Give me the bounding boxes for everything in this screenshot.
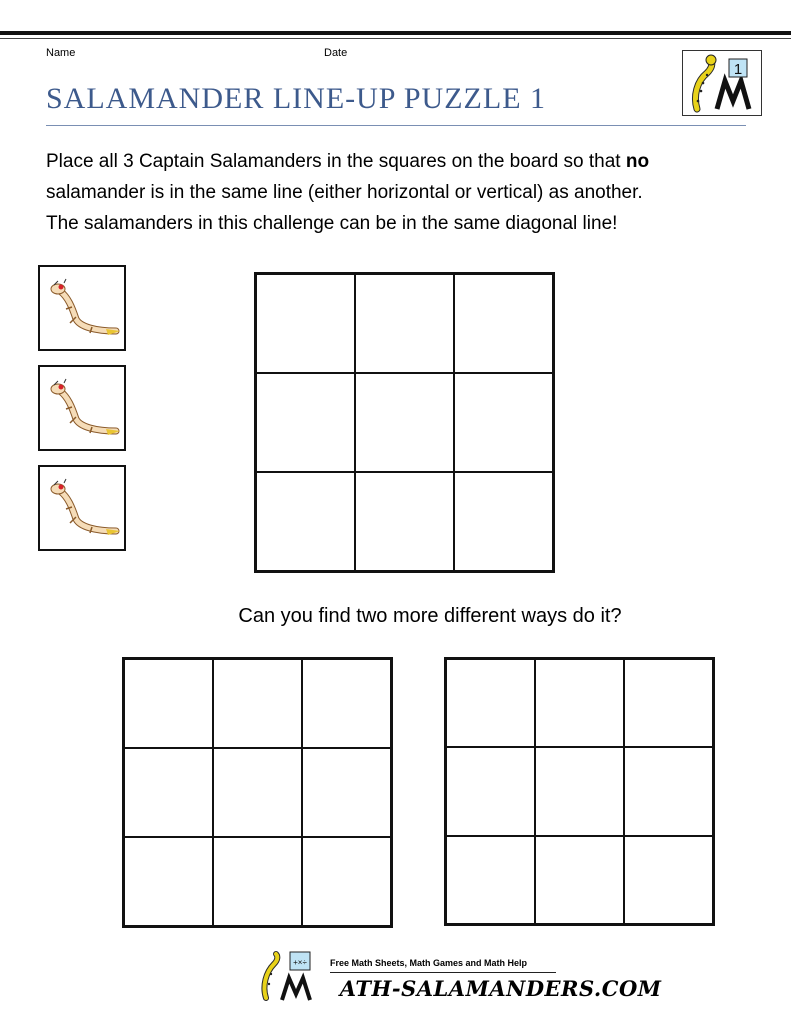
salamander-logo bbox=[682, 50, 762, 116]
board-square[interactable] bbox=[124, 659, 213, 748]
footer-rule bbox=[330, 972, 556, 973]
top-rule-thick bbox=[0, 31, 791, 35]
board-square[interactable] bbox=[624, 836, 713, 924]
salamander-icon bbox=[40, 267, 124, 349]
top-rule-thin bbox=[0, 38, 791, 39]
page-title: SALAMANDER LINE-UP PUZZLE 1 bbox=[46, 82, 547, 115]
footer-salamander-icon bbox=[256, 950, 314, 1002]
board-square[interactable] bbox=[454, 274, 553, 373]
question-text: Can you find two more different ways do it? bbox=[238, 605, 622, 627]
board-square[interactable] bbox=[302, 748, 391, 837]
footer-site-name[interactable] bbox=[316, 976, 661, 1001]
board-square[interactable] bbox=[213, 659, 302, 748]
salamander-piece[interactable] bbox=[38, 365, 126, 451]
salamander-icon bbox=[40, 467, 124, 549]
main-board bbox=[254, 272, 555, 573]
instruction-line-1-text: Place all 3 Captain Salamanders in the squares on the board so that bbox=[46, 151, 626, 172]
board-square[interactable] bbox=[624, 659, 713, 747]
title-underline bbox=[46, 125, 746, 126]
salamander-icon bbox=[40, 367, 124, 449]
instruction-line-2: salamander is in the same line (either horizontal or vertical) as another. bbox=[46, 182, 643, 203]
board-square[interactable] bbox=[256, 274, 355, 373]
board-square[interactable] bbox=[256, 472, 355, 571]
extra-board-1 bbox=[122, 657, 393, 928]
board-square[interactable] bbox=[624, 747, 713, 835]
instruction-emphasis: no bbox=[625, 151, 650, 172]
salamander-piece[interactable] bbox=[38, 265, 126, 351]
footer-site-text: ATH-SALAMANDERS.COM bbox=[339, 976, 662, 1001]
date-label: Date bbox=[324, 47, 348, 59]
instructions bbox=[46, 146, 766, 239]
footer-logo bbox=[256, 950, 314, 1002]
board-square[interactable] bbox=[446, 747, 535, 835]
board-square[interactable] bbox=[454, 472, 553, 571]
footer-logo-text: +×÷ bbox=[293, 958, 307, 967]
board-square[interactable] bbox=[446, 836, 535, 924]
board-square[interactable] bbox=[535, 836, 624, 924]
logo-number: 1 bbox=[733, 61, 743, 78]
board-square[interactable] bbox=[446, 659, 535, 747]
board-square[interactable] bbox=[124, 748, 213, 837]
name-label: Name bbox=[46, 47, 76, 59]
instruction-line-1 bbox=[46, 146, 766, 177]
board-square[interactable] bbox=[256, 373, 355, 472]
salamander-logo-icon bbox=[683, 51, 761, 115]
board-square[interactable] bbox=[535, 747, 624, 835]
board-square[interactable] bbox=[355, 373, 454, 472]
board-square[interactable] bbox=[124, 837, 213, 926]
board-square[interactable] bbox=[302, 837, 391, 926]
extra-board-2 bbox=[444, 657, 715, 926]
salamander-piece[interactable] bbox=[38, 465, 126, 551]
board-square[interactable] bbox=[213, 837, 302, 926]
board-square[interactable] bbox=[355, 274, 454, 373]
instruction-line-3: The salamanders in this challenge can be in the same diagonal line! bbox=[46, 213, 618, 234]
board-square[interactable] bbox=[302, 659, 391, 748]
board-square[interactable] bbox=[355, 472, 454, 571]
footer-tagline: Free Math Sheets, Math Games and Math Help bbox=[330, 958, 528, 968]
board-square[interactable] bbox=[213, 748, 302, 837]
board-square[interactable] bbox=[454, 373, 553, 472]
board-square[interactable] bbox=[535, 659, 624, 747]
